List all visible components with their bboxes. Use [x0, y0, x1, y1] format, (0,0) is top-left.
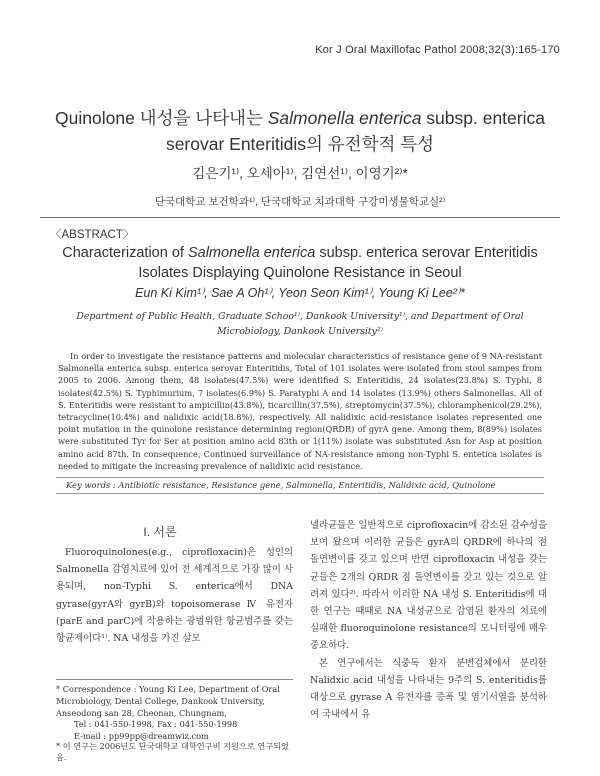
title-part: Quinolone 내성을 나타내는 [55, 108, 268, 128]
title-part: subsp. enterica serovar Enteritidis [315, 245, 538, 261]
intro-paragraph: 본 연구에서는 식중독 환자 분변검체에서 분리한 Nalidxic acid 내성을 나타내는 9주의 S. enteritidis를 대상으로 gyrase A 유전자를 증폭 및 염기서열을 분석하여 국내에서 유 [310, 657, 547, 721]
intro-paragraph: 넬라균들은 일반적으로 ciprofloxacin에 감소된 감수성을 보여 왔으며 이러한 균들은 gyrA의 QRDR에 하나의 점 돌연변이를 갖고 있으며 반면 ciprofloxacin 내성을 갖는 균들은 2개의 QRDR 점 돌연변이를 갖고 있는 것으로 알려져 있다²⁾. 따라서 이러한 NA 내성 S. Enteritidis에 대한 연구는 때때로 NA 내성균으로 감염된 환자의 치료에 실패한 fluoroquinolone resistance의 모니터링에 매우 중요하다. [310, 520, 547, 652]
divider [40, 217, 560, 218]
abstract-label: 〈ABSTRACT〉 [50, 229, 135, 241]
affiliations-english: Department of Public Health, Graduate Schoo¹⁾, Dankook University¹⁾, and Department of Oral Microbiology, Dankook University²⁾ [76, 311, 524, 337]
footnote-correspondence [56, 684, 293, 743]
paper-title-line1 [40, 105, 560, 131]
title-part: Characterization of [62, 245, 188, 261]
divider [56, 493, 544, 494]
authors-korean: 김은기¹⁾, 오세아¹⁾, 김연선¹⁾, 이영기²⁾* [192, 166, 408, 181]
footnote-tel: Tel : 041-550-1998, Fax : 041-550-1998 [74, 719, 238, 730]
paper-title-line2: serovar Enteritidis의 유전학적 특성 [165, 134, 435, 154]
footnote-corr: * Correspondence : Young Ki Lee, Department of Oral Microbiology, Dental College, Dankook University, Anseodong san 28, Cheonan, Chungnam, [56, 684, 280, 718]
intro-left-column: Fluoroquinolones(e.g., ciprofloxacin)은 성인의 Salmonella 감염치료에 있어 전 세계적으로 가장 많이 사용되며, non-Typhi S. enterica에서 DNA gyrase(gyrA와 gyrB)와 topoisomerase Ⅳ 유전자(parE and parC)에 작용하는 광범위한 항균범주를 갖는 항균제이다¹⁾. NA 내성을 가진 살모 [56, 547, 293, 645]
affiliations-korean: 단국대학교 보건학과¹⁾, 단국대학교 치과대학 구강미생물학교실²⁾ [154, 196, 446, 208]
abstract-body: In order to investigate the resistance patterns and molecular characteristics of resistance gene of 9 NA-resistant Salmonella enterica subsp. enterica serovar Enteritidis, Total of 101 isolates were isolated from stool sampes from 2005 to 2006. Among them, 48 isolates(47.5%) were identified S. Enteritidis, 24 isolates(23.8%) S. Typhi, 8 isolates(42.5%) S. Typhimurium, 7 isolates(6.9%) S. Paratyphi A and 14 isolates (13.9%) others Salmonellas. All of S. Enteritidis were resistant to ampicillin(43.8%), ticarcillin(37.5%), streptomycin(37.5%), chloramphenicol(29.2%), tetracycline(10.4%) and nalidixic acid(18.8%), respectively. All nalidixic acid-resistance isolates represented one point mutation in the quinolone resistance determining region(QRDR) of gyrA gene. Among them, 8(89%) isolates were substituted Tyr for Ser at position amino acid 83th or 1(11%) isolate was substituted Asn for Asp at position amino acid 87th. In consequence, Continued surveillance of NA-resistance among non-Typhi S. entetica isolates is needed to mitigate the increasing prevalence of nalidixic acid resistance. [58, 351, 542, 471]
section-heading: I. 서론 [143, 525, 177, 539]
divider [56, 477, 544, 478]
english-title-line2: Isolates Displaying Quinolone Resistance in Seoul [138, 265, 462, 281]
title-species: Salmonella enterica [267, 108, 422, 128]
keywords: Key words : Antibiotic resistance, Resistance gene, Salmonella, Enteritidis, Nalidixic acid, Quinolone [66, 480, 496, 490]
intro-right-column [310, 517, 547, 723]
authors-english: Eun Ki Kim¹⁾, Sae A Oh¹⁾, Yeon Seon Kim¹⁾, Young Ki Lee²⁾* [135, 286, 465, 300]
title-part: subsp. enterica [421, 108, 545, 128]
footnote-divider [56, 679, 293, 680]
title-species: Salmonella enterica [187, 245, 316, 261]
journal-citation: Kor J Oral Maxillofac Pathol 2008;32(3):165-170 [315, 44, 560, 56]
footnote-email: E-mail : pp99pp@dreamwiz.com [74, 731, 209, 742]
footnote-grant: * 이 연구는 2006년도 단국대학교 대학연구비 지원으로 연구되었음. [56, 741, 289, 762]
english-title-line1 [40, 243, 560, 263]
